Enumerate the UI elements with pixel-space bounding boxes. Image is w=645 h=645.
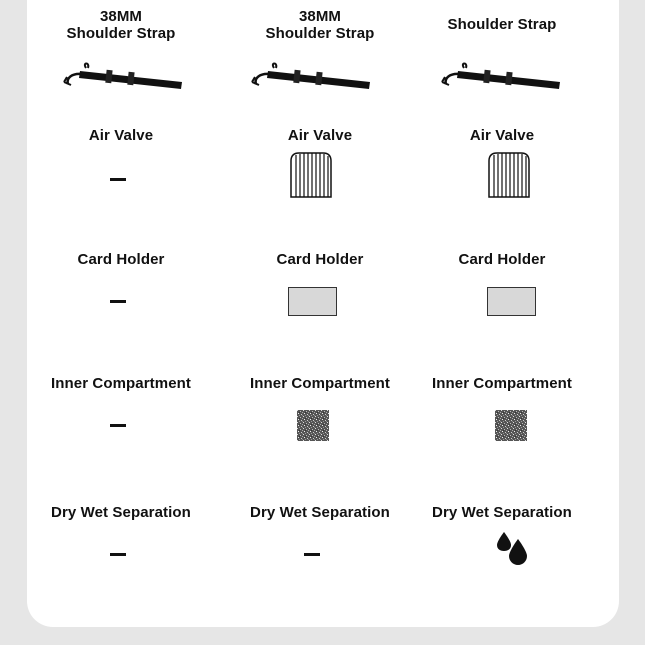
air-valve-label-col3: Air Valve	[469, 127, 535, 144]
not-included-dash	[110, 300, 126, 303]
dry-wet-label-col1: Dry Wet Separation	[51, 504, 191, 521]
inner-compartment-icon	[297, 410, 329, 441]
strap-label-col2: 38MM Shoulder Strap	[265, 8, 375, 42]
not-included-dash	[110, 178, 126, 181]
card-holder-icon	[288, 287, 337, 316]
dry-wet-label-col2: Dry Wet Separation	[250, 504, 390, 521]
air-valve-icon	[290, 152, 332, 198]
shoulder-strap-icon	[246, 60, 374, 92]
not-included-dash	[110, 424, 126, 427]
strap-label-col1: 38MM Shoulder Strap	[66, 8, 176, 42]
water-drops-icon	[496, 530, 528, 566]
inner-compartment-icon	[495, 410, 527, 441]
dry-wet-label-col3: Dry Wet Separation	[432, 504, 572, 521]
shoulder-strap-icon	[58, 60, 186, 92]
not-included-dash	[304, 553, 320, 556]
card-holder-label-col3: Card Holder	[458, 251, 546, 268]
air-valve-label-col1: Air Valve	[88, 127, 154, 144]
card-holder-label-col1: Card Holder	[77, 251, 165, 268]
air-valve-icon	[488, 152, 530, 198]
inner-compartment-label-col3: Inner Compartment	[431, 375, 573, 392]
strap-label-col3: Shoulder Strap	[447, 16, 557, 33]
not-included-dash	[110, 553, 126, 556]
air-valve-label-col2: Air Valve	[287, 127, 353, 144]
inner-compartment-label-col2: Inner Compartment	[249, 375, 391, 392]
shoulder-strap-icon	[436, 60, 564, 92]
card-holder-icon	[487, 287, 536, 316]
inner-compartment-label-col1: Inner Compartment	[50, 375, 192, 392]
card-holder-label-col2: Card Holder	[276, 251, 364, 268]
